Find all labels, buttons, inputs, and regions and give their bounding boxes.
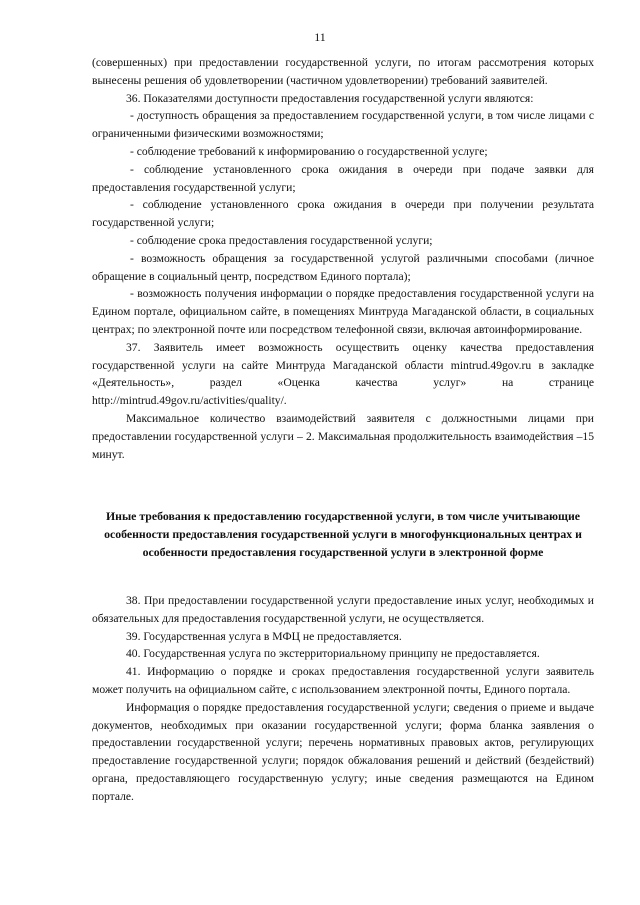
indicator-item: - соблюдение установленного срока ожидания в очереди при подаче заявки для предоставления государственной услуги; (92, 162, 594, 194)
section-heading: Иные требования к предоставлению государственной услуги, в том числе учитывающие особенности предоставления государственной услуги в многофункциональных центрах и особенности предоставления государственной услуги в электронной форме (104, 509, 582, 559)
paragraph-37: 37. Заявитель имеет возможность осуществить оценку качества предоставления государственной услуги на сайте Минтруда Магаданской области mintrud.49gov.ru в закладке «Деятельность», раздел «Оценка качества услуг» на странице http://mintrud.49gov.ru/activities/quality/. (92, 340, 594, 408)
indicator-item: - соблюдение установленного срока ожидания в очереди при получении результата государственной услуги; (92, 198, 594, 230)
indicator-item: - соблюдение требований к информированию о государственной услуге; (130, 144, 488, 158)
indicator-item: - возможность обращения за государственной услугой различными способами (личное обращение в социальный центр, посредством Единого портала); (92, 251, 594, 283)
paragraph-36: 36. Показателями доступности предоставления государственной услуги являются: (126, 91, 534, 105)
indicator-item: - доступность обращения за предоставлением государственной услуги, в том числе лицами с ограниченными физическими возможностями; (92, 109, 594, 141)
paragraph-continuation: (совершенных) при предоставлении государственной услуги, по итогам рассмотрения которых вынесены решения об удовлетворении (частичном удовлетворении) требований заявителей. (92, 56, 594, 87)
paragraph-info: Информация о порядке предоставления государственной услуги; сведения о приеме и выдаче документов, необходимых при оказании государственной услуги; форма бланка заявления о предоставлении государственной услуги; перечень нормативных правовых актов, регулирующих предоставление государственной услуги; порядок обжалования решений и действий (бездействий) органа, предоставляющего государственную услугу; иные сведения размещаются на Едином портале. (92, 700, 594, 803)
indicator-item: - возможность получения информации о порядке предоставления государственной услуги на Едином портале, официальном сайте, в помещениях Минтруда Магаданской области, в социальных центрах; по электронной почте или посредством телефонной связи, включая автоинформирование. (92, 287, 594, 336)
bottom-text-block (92, 592, 594, 806)
paragraph-38: 38. При предоставлении государственной услуги предоставление иных услуг, необходимых и обязательных для предоставления государственной услуги, не осуществляется. (92, 594, 594, 625)
page-number: 11 (314, 30, 326, 44)
paragraph-41: 41. Информацию о порядке и сроках предоставления государственной услуги заявитель может получить на официальном сайте, с использованием электронной почты, Единого портала. (92, 665, 594, 696)
paragraph-max-interactions: Максимальное количество взаимодействий заявителя с должностными лицами при предоставлении государственной услуги – 2. Максимальная продолжительность взаимодействия –15 минут. (92, 411, 594, 461)
paragraph-40: 40. Государственная услуга по экстерриториальному принципу не предоставляется. (126, 647, 540, 661)
indicator-item: - соблюдение срока предоставления государственной услуги; (130, 233, 433, 247)
top-text-block (92, 54, 594, 463)
paragraph-39: 39. Государственная услуга в МФЦ не предоставляется. (126, 629, 402, 643)
